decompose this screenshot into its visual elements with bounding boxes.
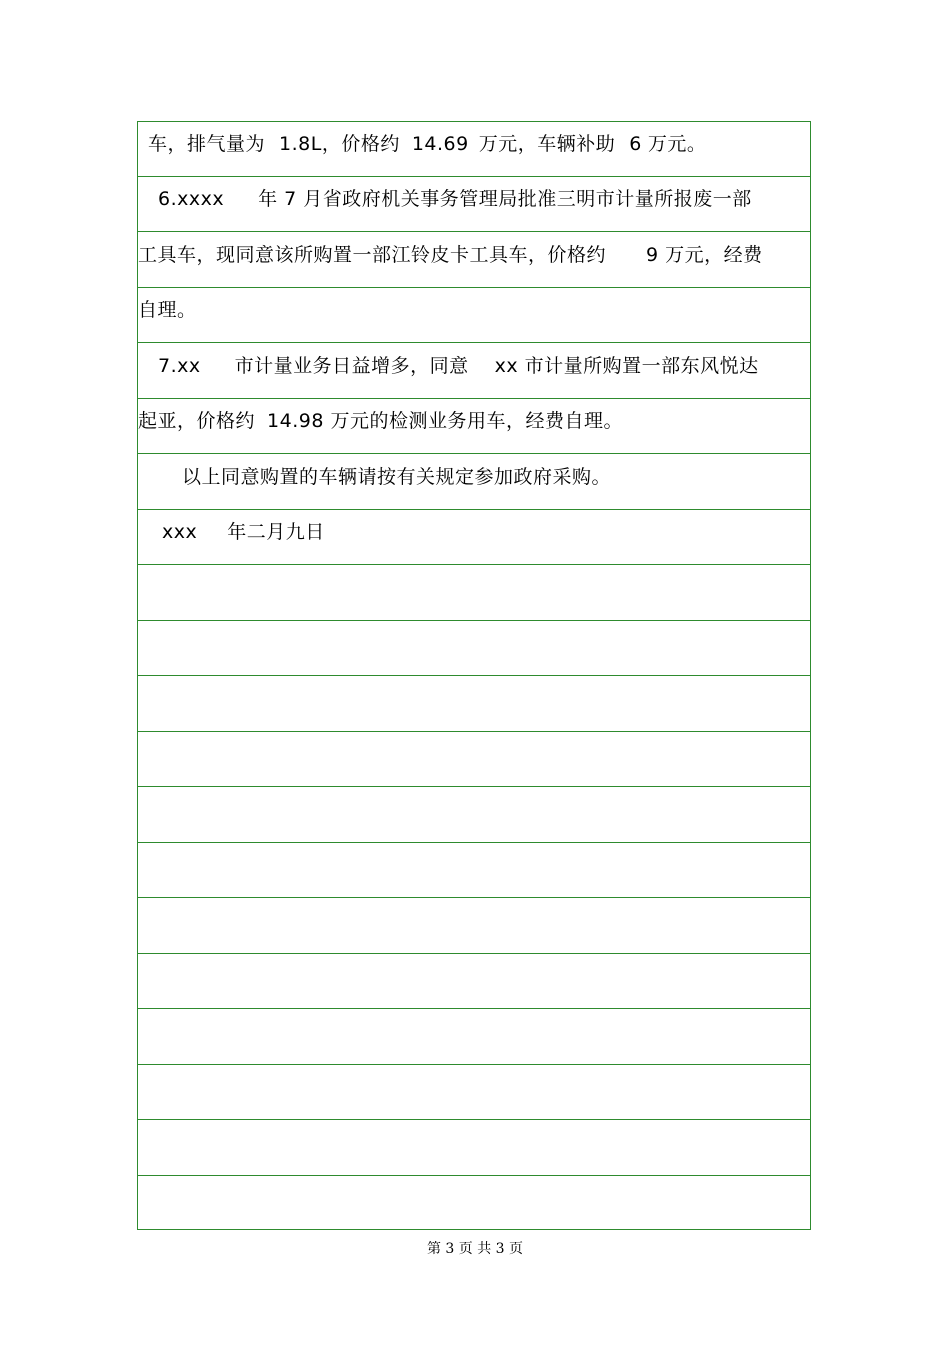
text-segment: 自理。 [138,299,197,321]
date-line [162,505,325,560]
text-segment: 6.xxxx [158,188,225,210]
page-footer: 第 3 页 共 3 页 [426,1241,524,1257]
rule-line [138,953,810,954]
text-segment: 7.xx [158,355,201,377]
rule-line [138,1008,810,1009]
rule-line [138,675,810,676]
text-segment: 起亚，价格约 [138,410,256,432]
rule-line [138,564,810,565]
text-segment: 14.98 万元的检测业务用车，经费自理。 [267,410,623,432]
rule-line [138,786,810,787]
text-segment: 9 万元，经费 [646,244,763,266]
rule-line [138,287,810,288]
rule-line [138,897,810,898]
body-line-5 [158,339,759,394]
text-segment: 年 7 月省政府机关事务管理局批准三明市计量所报废一部 [258,188,752,210]
rule-line [138,1064,810,1065]
body-line-4 [138,283,197,338]
text-segment: 工具车，现同意该所购置一部江铃皮卡工具车，价格约 [138,244,607,266]
text-segment: 年二月九日 [227,521,325,543]
text-segment: 以上同意购置的车辆请按有关规定参加政府采购。 [182,466,612,488]
body-line-1 [148,117,706,172]
rule-line [138,1119,810,1120]
text-segment: 万元，车辆补助 [478,133,616,155]
body-line-2 [158,172,752,227]
rule-line [138,620,810,621]
text-segment: 14.69 [411,133,469,155]
ruled-text-box [137,121,811,1230]
body-line-6 [138,394,623,449]
text-segment: 1.8L，价格约 [279,133,400,155]
text-segment: xxx [162,521,198,543]
text-segment: 市计量业务日益增多，同意 [234,355,469,377]
rule-line [138,731,810,732]
rule-line [138,842,810,843]
text-segment: xx 市计量所购置一部东风悦达 [494,355,759,377]
text-segment: 万元。 [647,133,707,155]
text-segment: 6 [629,133,642,155]
text-segment: 车，排气量为 [148,133,266,155]
body-line-7 [182,450,611,505]
body-line-3 [138,228,763,283]
rule-line [138,1175,810,1176]
